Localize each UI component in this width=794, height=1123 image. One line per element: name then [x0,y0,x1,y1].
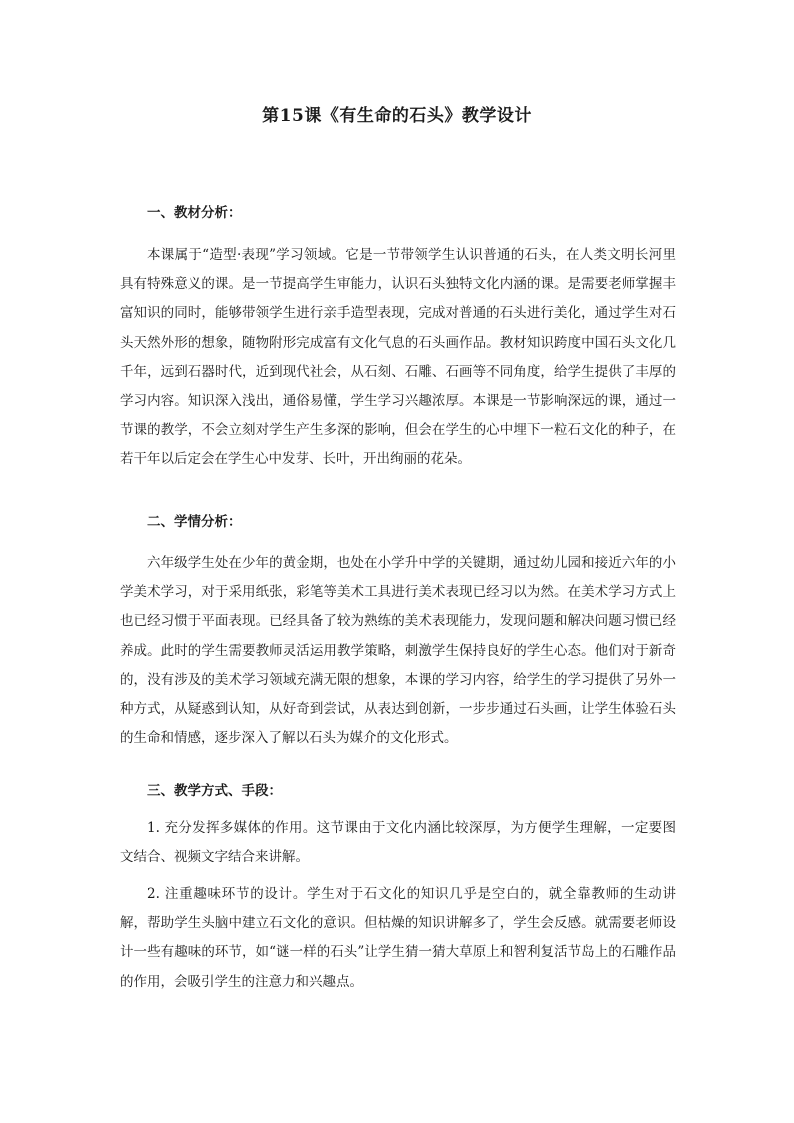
paragraph-method-1: 1. 充分发挥多媒体的作用。这节课由于文化内涵比较深厚，为方便学生理解，一定要图文结合、视频文字结合来讲解。 [120,820,676,866]
paragraph-student-analysis: 六年级学生处在少年的黄金期，也处在小学升中学的关键期，通过幼儿园和接近六年的小学美术学习，对于采用纸张，彩笔等美术工具进行美术表现已经习以为然。在美术学习方式上也已经习惯于平面表现。已经具备了较为熟练的美术表现能力，发现问题和解决问题习惯已经养成。此时的学生需要教师灵活运用教学策略，刺激学生保持良好的学生心态。他们对于新奇的，没有涉及的美术学习领域充满无限的想象，本课的学习内容，给学生的学习提供了另外一种方式，从疑惑到认知，从好奇到尝试，从表达到创新，一步步通过石头画，让学生体验石头的生命和情感，逐步深入了解以石头为媒介的文化形式。 [120,555,676,747]
section-heading-student-analysis: 二、学情分析： [147,514,242,530]
section-heading-textbook-analysis: 一、教材分析： [147,205,242,221]
document-title: 第15课《有生命的石头》教学设计 [262,106,532,126]
section-heading-teaching-methods: 三、教学方式、手段： [147,783,282,799]
paragraph-method-2: 2. 注重趣味环节的设计。学生对于石文化的知识几乎是空白的，就全靠教师的生动讲解，帮助学生头脑中建立石文化的意识。但枯燥的知识讲解多了，学生会反感。就需要老师设计一些有趣味的环节，如“谜一样的石头”让学生猜一猜大草原上和智利复活节岛上的石雕作品的作用，会吸引学生的注意力和兴趣点。 [120,886,676,990]
paragraph-textbook-analysis: 本课属于“造型·表现”学习领域。它是一节带领学生认识普通的石头，在人类文明长河里具有特殊意义的课。是一节提高学生审能力，认识石头独特文化内涵的课。是需要老师掌握丰富知识的同时，能够带领学生进行亲手造型表现，完成对普通的石头进行美化，通过学生对石头天然外形的想象，随物附形完成富有文化气息的石头画作品。教材知识跨度中国石头文化几千年，远到石器时代，近到现代社会，从石刻、石雕、石画等不同角度，给学生提供了丰厚的学习内容。知识深入浅出，通俗易懂，学生学习兴趣浓厚。本课是一节影响深远的课，通过一节课的教学，不会立刻对学生产生多深的影响，但会在学生的心中埋下一粒石文化的种子，在若干年以后定会在学生心中发芽、长叶，开出绚丽的花朵。 [120,247,676,468]
